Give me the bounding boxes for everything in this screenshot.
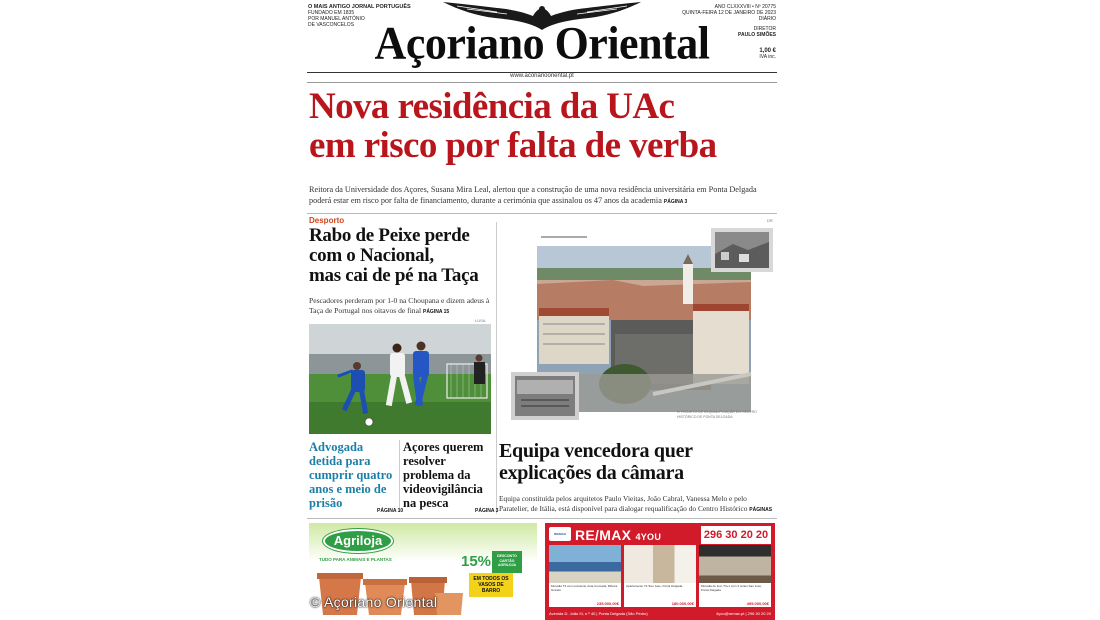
remax-address: Avenida D. João III, n.º 40 | Ponta Delgada (São Pedro) xyxy=(549,611,648,616)
ads-divider xyxy=(307,518,777,519)
newspaper-front-page xyxy=(307,0,777,620)
remax-listing-1-price: 235.000,00€ xyxy=(596,601,619,606)
city-summary-text: Equipa constituída pelos arquitetos Paulo Vieitas, João Cabral, Vanessa Melo e pelo Paratelier, de Itália, está disponível para dialogar requalificação do Centro Histórico xyxy=(499,494,748,513)
agriloja-discount-percent: 15% xyxy=(461,553,492,570)
masthead-frequency: DIÁRIO xyxy=(758,16,776,22)
brief-cctv-fishing[interactable]: Açores querem resolver problema da videovigilância na pesca xyxy=(403,440,484,510)
agriloja-discount-badge: DESCONTO CARTÃO AGRILOJA xyxy=(492,551,522,573)
remax-listing-2-price: 180.000,00€ xyxy=(671,601,694,606)
sport-summary xyxy=(309,296,491,317)
masthead-founder-1: POR MANUEL ANTÓNIO xyxy=(308,16,365,22)
city-headline-line2: explicações da câmara xyxy=(499,462,684,484)
city-headline-line1: Equipa vencedora quer xyxy=(499,440,693,462)
city-photo-credit: DR xyxy=(767,218,773,223)
masthead-divider-2 xyxy=(307,82,777,83)
agriloja-tagline: TUDO PARA ANIMAIS E PLANTAS xyxy=(319,557,392,562)
city-photo-caption: O PROJETO DE REQUALIFICAÇÃO DO CENTRO HISTÓRICO DE PONTA DELGADA xyxy=(677,410,757,419)
remax-listing-2[interactable] xyxy=(624,545,696,607)
newspaper-logo-title[interactable]: Açoriano Oriental xyxy=(374,17,710,70)
city-page-ref: PÁGINAS xyxy=(749,507,773,513)
main-headline-line2: em risco por falta de verba xyxy=(309,125,717,166)
copyright-watermark: © Açoriano Oriental xyxy=(310,594,438,610)
main-lead-text: Reitora da Universidade dos Açores, Susana Mira Leal, alertou que a construção de uma nova residência universitária em Ponta Delgada poderá estar em risco por falta de financiamento, durante a cerimónia que assinalou os 47 anos da academia xyxy=(309,185,757,205)
brief-lawyer[interactable]: Advogada detida para cumprir quatro anos e meio de prisão xyxy=(309,440,393,510)
masthead-price: 1,00 € xyxy=(759,48,776,54)
remax-contact[interactable]: 4you@remax.pt | 296 30 20 20 xyxy=(716,611,771,616)
agriloja-logo: Agriloja xyxy=(323,529,393,553)
sport-kicker: Desporto xyxy=(309,216,345,225)
main-headline-line1: Nova residência da UAc xyxy=(309,86,675,127)
masthead-director-label: DIRETOR xyxy=(753,26,776,32)
main-page-ref: PÁGINA 3 xyxy=(663,199,688,205)
brief-divider xyxy=(399,440,400,512)
masthead-issue: ANO CLXXXVIII • Nº 20775 xyxy=(714,4,776,10)
remax-phone[interactable]: 296 30 20 20 xyxy=(701,526,771,544)
remax-footer xyxy=(549,611,771,616)
masthead-right-info xyxy=(666,4,776,60)
masthead-founder-2: DE VASCONCELOS xyxy=(308,22,355,28)
remax-listing-3-text: Moradia de luxo T3+1 com 3 suites Sao Jose, Ponta Delgada xyxy=(701,584,762,592)
website-url-link[interactable]: www.acorianooriental.pt xyxy=(510,73,574,79)
masthead-slogan: O MAIS ANTIGO JORNAL PORTUGUÊS xyxy=(308,4,411,10)
sport-photo-credit: LUSA xyxy=(475,318,486,323)
remax-listings xyxy=(549,545,771,607)
main-headline[interactable] xyxy=(309,87,775,165)
sport-page-ref: PÁGINA 15 xyxy=(422,309,450,315)
masthead-director-name: PAULO SIMÕES xyxy=(738,32,776,38)
city-center-photo-collage[interactable] xyxy=(503,224,773,426)
city-summary xyxy=(499,494,775,515)
remax-logo-sub: 4YOU xyxy=(635,532,662,542)
football-match-photo[interactable] xyxy=(309,324,491,434)
brief-lawyer-page-ref: PÁGINA 10 xyxy=(377,508,404,514)
historic-photo-top xyxy=(711,228,773,272)
section-divider xyxy=(307,213,777,214)
masthead-founded: FUNDADO EM 1835 xyxy=(308,10,355,16)
masthead-price-note: IVA inc. xyxy=(759,54,776,60)
remax-listing-2-text: Apartamento T2 Sao Jose, Ponta Delgada xyxy=(626,584,683,588)
sport-headline[interactable] xyxy=(309,226,491,286)
main-lead xyxy=(309,184,775,208)
sport-headline-line2: com o Nacional, xyxy=(309,245,434,266)
remax-listing-1-text: Moradia T3 com excelente vista Covoada, Ribeira Grande xyxy=(551,584,618,592)
remax-logo xyxy=(575,527,661,543)
remax-listing-3[interactable] xyxy=(699,545,771,607)
remax-listing-3-price: 495.000,00€ xyxy=(746,601,769,606)
remax-balloon-badge: RE/MAX xyxy=(549,527,571,541)
column-divider xyxy=(496,222,497,514)
agriloja-offer: EM TODOS OS VASOS DE BARRO xyxy=(469,573,513,597)
city-headline[interactable] xyxy=(499,440,775,484)
remax-listing-1[interactable] xyxy=(549,545,621,607)
historic-photo-bottom xyxy=(511,372,579,420)
remax-logo-main: RE/MAX xyxy=(575,527,632,543)
masthead-date: QUINTA-FEIRA 12 DE JANEIRO DE 2023 xyxy=(682,10,776,16)
sport-headline-line1: Rabo de Peixe perde xyxy=(309,225,470,246)
sport-summary-text: Pescadores perderam por 1-0 na Choupana e dizem adeus à Taça de Portugal nos oitavos de final xyxy=(309,296,490,315)
sport-headline-line3: mas cai de pé na Taça xyxy=(309,265,479,286)
brief-cctv-page-ref: PÁGINA 3 xyxy=(475,508,499,514)
remax-ad[interactable] xyxy=(545,523,775,620)
